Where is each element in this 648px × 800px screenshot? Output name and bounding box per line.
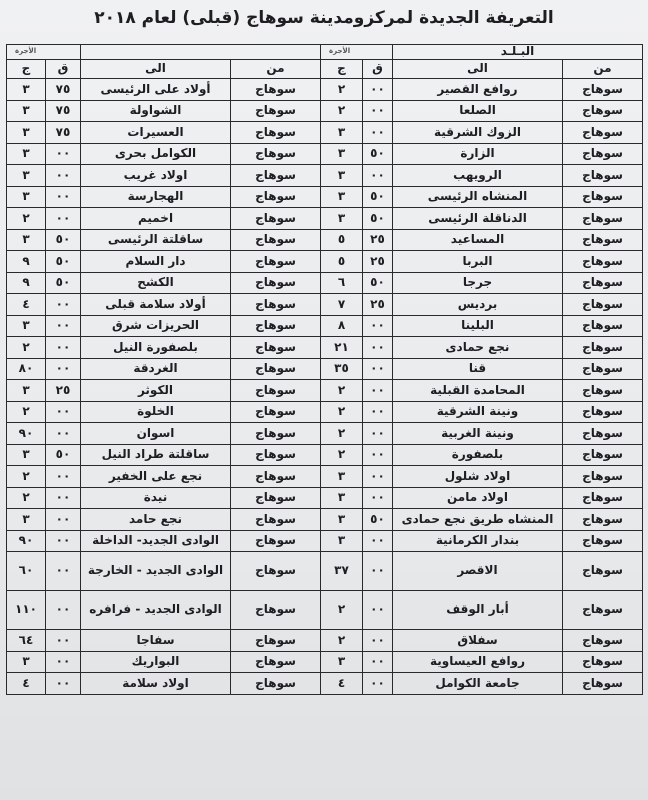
cell-destination-left: الشواولة bbox=[81, 100, 231, 122]
cell-from-left: سوهاج bbox=[231, 380, 321, 402]
cell-destination-left: الوادى الجديد - فرافره bbox=[81, 591, 231, 630]
fare-rows bbox=[7, 79, 643, 695]
cell-from-left: سوهاج bbox=[231, 673, 321, 695]
cell-qirsh-right: ٠٠ bbox=[363, 380, 393, 402]
cell-pound-right: ٣ bbox=[321, 186, 363, 208]
cell-qirsh-left: ٠٠ bbox=[46, 165, 81, 187]
cell-pound-right: ٣ bbox=[321, 651, 363, 673]
header-fare-right: الأجرة bbox=[321, 45, 393, 60]
cell-from-right: سوهاج bbox=[563, 229, 643, 251]
table-row bbox=[7, 423, 643, 445]
header-qirsh-right: ق bbox=[363, 60, 393, 79]
cell-pound-right: ٣ bbox=[321, 530, 363, 552]
cell-from-left: سوهاج bbox=[231, 143, 321, 165]
header-pound-left: ج bbox=[7, 60, 46, 79]
cell-destination-right: ونينة الشرقية bbox=[393, 401, 563, 423]
cell-pound-left: ٣ bbox=[7, 444, 46, 466]
cell-destination-left: نجع على الخفير bbox=[81, 466, 231, 488]
cell-destination-right: البربا bbox=[393, 251, 563, 273]
cell-destination-right: جامعة الكوامل bbox=[393, 673, 563, 695]
cell-destination-right: ونينة الغربية bbox=[393, 423, 563, 445]
cell-from-left: سوهاج bbox=[231, 423, 321, 445]
cell-from-left: سوهاج bbox=[231, 401, 321, 423]
cell-pound-left: ٢ bbox=[7, 401, 46, 423]
cell-from-right: سوهاج bbox=[563, 294, 643, 316]
cell-qirsh-right: ٠٠ bbox=[363, 591, 393, 630]
cell-pound-left: ٣ bbox=[7, 79, 46, 101]
cell-destination-left: الغردقة bbox=[81, 358, 231, 380]
cell-qirsh-left: ٠٠ bbox=[46, 530, 81, 552]
cell-pound-right: ٣ bbox=[321, 466, 363, 488]
cell-from-left: سوهاج bbox=[231, 651, 321, 673]
cell-from-left: سوهاج bbox=[231, 487, 321, 509]
cell-from-right: سوهاج bbox=[563, 401, 643, 423]
cell-pound-left: ٣ bbox=[7, 143, 46, 165]
cell-from-right: سوهاج bbox=[563, 122, 643, 144]
table-row bbox=[7, 358, 643, 380]
cell-from-right: سوهاج bbox=[563, 530, 643, 552]
cell-pound-right: ٢ bbox=[321, 401, 363, 423]
cell-qirsh-right: ٠٠ bbox=[363, 552, 393, 591]
cell-qirsh-right: ٠٠ bbox=[363, 466, 393, 488]
cell-qirsh-left: ٥٠ bbox=[46, 251, 81, 273]
cell-pound-right: ٦ bbox=[321, 272, 363, 294]
cell-qirsh-right: ٠٠ bbox=[363, 673, 393, 695]
cell-from-left: سوهاج bbox=[231, 591, 321, 630]
cell-from-right: سوهاج bbox=[563, 79, 643, 101]
cell-qirsh-left: ٠٠ bbox=[46, 208, 81, 230]
cell-destination-left: سفاجا bbox=[81, 630, 231, 652]
cell-destination-right: روافع القصير bbox=[393, 79, 563, 101]
cell-pound-right: ٢ bbox=[321, 79, 363, 101]
cell-qirsh-right: ٠٠ bbox=[363, 530, 393, 552]
table-row bbox=[7, 186, 643, 208]
table-row bbox=[7, 466, 643, 488]
cell-qirsh-left: ٠٠ bbox=[46, 552, 81, 591]
header-row-columns bbox=[7, 60, 643, 79]
cell-qirsh-left: ٠٠ bbox=[46, 487, 81, 509]
cell-destination-right: الرويهب bbox=[393, 165, 563, 187]
cell-qirsh-left: ٧٥ bbox=[46, 79, 81, 101]
cell-from-left: سوهاج bbox=[231, 630, 321, 652]
header-to-left: الى bbox=[81, 60, 231, 79]
cell-qirsh-left: ٠٠ bbox=[46, 358, 81, 380]
cell-pound-right: ٣ bbox=[321, 165, 363, 187]
cell-qirsh-left: ٠٠ bbox=[46, 337, 81, 359]
cell-from-left: سوهاج bbox=[231, 186, 321, 208]
header-pound-right: ج bbox=[321, 60, 363, 79]
cell-pound-left: ٩٠ bbox=[7, 423, 46, 445]
table-row bbox=[7, 337, 643, 359]
document-title: التعريفة الجديدة لمركزومدينة سوهاج (قبلى) لعام ٢٠١٨ bbox=[94, 8, 554, 28]
cell-qirsh-right: ٠٠ bbox=[363, 423, 393, 445]
cell-from-right: سوهاج bbox=[563, 337, 643, 359]
cell-destination-left: اخميم bbox=[81, 208, 231, 230]
cell-from-left: سوهاج bbox=[231, 294, 321, 316]
cell-from-right: سوهاج bbox=[563, 466, 643, 488]
cell-qirsh-right: ٠٠ bbox=[363, 630, 393, 652]
cell-qirsh-right: ٢٥ bbox=[363, 251, 393, 273]
table-row bbox=[7, 530, 643, 552]
cell-pound-left: ٢ bbox=[7, 337, 46, 359]
cell-destination-left: نيدة bbox=[81, 487, 231, 509]
header-qirsh-left: ق bbox=[46, 60, 81, 79]
cell-destination-right: سفلاق bbox=[393, 630, 563, 652]
cell-from-right: سوهاج bbox=[563, 100, 643, 122]
cell-destination-right: اولاد مامن bbox=[393, 487, 563, 509]
cell-qirsh-left: ٠٠ bbox=[46, 186, 81, 208]
cell-pound-right: ٢ bbox=[321, 100, 363, 122]
cell-from-right: سوهاج bbox=[563, 186, 643, 208]
cell-pound-left: ٣ bbox=[7, 186, 46, 208]
cell-pound-right: ٣ bbox=[321, 487, 363, 509]
cell-pound-right: ٢ bbox=[321, 591, 363, 630]
cell-destination-left: اسوان bbox=[81, 423, 231, 445]
cell-destination-left: ساقلتة طراد النيل bbox=[81, 444, 231, 466]
cell-from-left: سوهاج bbox=[231, 79, 321, 101]
cell-destination-left: اولاد غريب bbox=[81, 165, 231, 187]
cell-qirsh-left: ٠٠ bbox=[46, 315, 81, 337]
cell-destination-left: الخلوة bbox=[81, 401, 231, 423]
cell-pound-left: ٣ bbox=[7, 165, 46, 187]
cell-destination-left: أولاد على الرئيسى bbox=[81, 79, 231, 101]
cell-from-left: سوهاج bbox=[231, 466, 321, 488]
table-row bbox=[7, 509, 643, 531]
table-row bbox=[7, 651, 643, 673]
cell-from-right: سوهاج bbox=[563, 208, 643, 230]
cell-destination-left: دار السلام bbox=[81, 251, 231, 273]
table-row bbox=[7, 673, 643, 695]
cell-qirsh-left: ٠٠ bbox=[46, 591, 81, 630]
cell-from-left: سوهاج bbox=[231, 552, 321, 591]
cell-qirsh-left: ٥٠ bbox=[46, 272, 81, 294]
cell-destination-left: الكشح bbox=[81, 272, 231, 294]
cell-destination-right: البلينا bbox=[393, 315, 563, 337]
cell-destination-right: قنا bbox=[393, 358, 563, 380]
cell-from-left: سوهاج bbox=[231, 509, 321, 531]
cell-from-right: سوهاج bbox=[563, 651, 643, 673]
cell-pound-left: ٣ bbox=[7, 100, 46, 122]
cell-pound-right: ٥ bbox=[321, 251, 363, 273]
cell-pound-right: ٣ bbox=[321, 122, 363, 144]
cell-pound-left: ٩ bbox=[7, 251, 46, 273]
cell-pound-left: ٣ bbox=[7, 380, 46, 402]
cell-qirsh-left: ٠٠ bbox=[46, 673, 81, 695]
header-from-right: من bbox=[563, 60, 643, 79]
cell-destination-right: برديس bbox=[393, 294, 563, 316]
cell-from-right: سوهاج bbox=[563, 272, 643, 294]
cell-from-right: سوهاج bbox=[563, 509, 643, 531]
cell-from-right: سوهاج bbox=[563, 380, 643, 402]
cell-destination-left: الكوامل بحرى bbox=[81, 143, 231, 165]
cell-destination-right: أبار الوقف bbox=[393, 591, 563, 630]
table-row bbox=[7, 165, 643, 187]
cell-qirsh-right: ٢٥ bbox=[363, 294, 393, 316]
cell-qirsh-left: ٠٠ bbox=[46, 466, 81, 488]
cell-qirsh-left: ٠٠ bbox=[46, 630, 81, 652]
cell-pound-right: ٢١ bbox=[321, 337, 363, 359]
cell-from-right: سوهاج bbox=[563, 487, 643, 509]
table-row bbox=[7, 229, 643, 251]
cell-qirsh-right: ٠٠ bbox=[363, 401, 393, 423]
cell-pound-left: ٢ bbox=[7, 487, 46, 509]
table-row bbox=[7, 272, 643, 294]
table-row bbox=[7, 444, 643, 466]
cell-qirsh-right: ٠٠ bbox=[363, 122, 393, 144]
cell-destination-left: ساقلتة الرئيسى bbox=[81, 229, 231, 251]
cell-qirsh-right: ٠٠ bbox=[363, 165, 393, 187]
cell-pound-left: ١١٠ bbox=[7, 591, 46, 630]
cell-from-left: سوهاج bbox=[231, 208, 321, 230]
cell-pound-left: ٣ bbox=[7, 229, 46, 251]
cell-qirsh-right: ٥٠ bbox=[363, 143, 393, 165]
cell-qirsh-left: ٠٠ bbox=[46, 401, 81, 423]
cell-from-right: سوهاج bbox=[563, 315, 643, 337]
cell-qirsh-right: ٥٠ bbox=[363, 509, 393, 531]
cell-qirsh-right: ٥٠ bbox=[363, 186, 393, 208]
cell-destination-right: المنشاه الرئيسى bbox=[393, 186, 563, 208]
header-fare-left: الأجرة bbox=[7, 45, 81, 60]
cell-destination-left: الكوثر bbox=[81, 380, 231, 402]
cell-destination-right: الاقصر bbox=[393, 552, 563, 591]
cell-qirsh-left: ٢٥ bbox=[46, 380, 81, 402]
cell-from-left: سوهاج bbox=[231, 444, 321, 466]
cell-pound-right: ٨ bbox=[321, 315, 363, 337]
cell-qirsh-right: ٠٠ bbox=[363, 651, 393, 673]
cell-pound-right: ٥ bbox=[321, 229, 363, 251]
cell-from-right: سوهاج bbox=[563, 358, 643, 380]
cell-qirsh-right: ٥٠ bbox=[363, 272, 393, 294]
cell-pound-right: ٢ bbox=[321, 380, 363, 402]
table-row bbox=[7, 315, 643, 337]
cell-qirsh-right: ٥٠ bbox=[363, 208, 393, 230]
cell-from-right: سوهاج bbox=[563, 251, 643, 273]
cell-from-left: سوهاج bbox=[231, 229, 321, 251]
cell-destination-right: اولاد شلول bbox=[393, 466, 563, 488]
table-row bbox=[7, 630, 643, 652]
cell-destination-left: الحريزات شرق bbox=[81, 315, 231, 337]
cell-pound-left: ٤ bbox=[7, 673, 46, 695]
cell-qirsh-left: ٧٥ bbox=[46, 100, 81, 122]
cell-destination-right: بلصفورة bbox=[393, 444, 563, 466]
cell-from-left: سوهاج bbox=[231, 337, 321, 359]
cell-pound-right: ٣ bbox=[321, 208, 363, 230]
cell-pound-right: ٢ bbox=[321, 444, 363, 466]
cell-destination-right: المنشاه طريق نجع حمادى bbox=[393, 509, 563, 531]
cell-destination-right: الصلعا bbox=[393, 100, 563, 122]
table-row bbox=[7, 487, 643, 509]
header-balad: البـلـد bbox=[393, 45, 643, 60]
cell-destination-left: الوادى الجديد - الخارجة bbox=[81, 552, 231, 591]
cell-qirsh-right: ٠٠ bbox=[363, 444, 393, 466]
table-row bbox=[7, 100, 643, 122]
cell-destination-right: المحامدة القبلية bbox=[393, 380, 563, 402]
cell-from-right: سوهاج bbox=[563, 423, 643, 445]
cell-pound-right: ٤ bbox=[321, 673, 363, 695]
cell-pound-right: ٣ bbox=[321, 509, 363, 531]
cell-destination-right: جرجا bbox=[393, 272, 563, 294]
cell-destination-right: نجع حمادى bbox=[393, 337, 563, 359]
cell-from-left: سوهاج bbox=[231, 315, 321, 337]
cell-qirsh-right: ٠٠ bbox=[363, 487, 393, 509]
table-row bbox=[7, 401, 643, 423]
cell-qirsh-left: ٠٠ bbox=[46, 143, 81, 165]
cell-from-left: سوهاج bbox=[231, 165, 321, 187]
table-row bbox=[7, 122, 643, 144]
cell-from-right: سوهاج bbox=[563, 165, 643, 187]
fare-table bbox=[6, 44, 643, 695]
cell-pound-right: ٣٧ bbox=[321, 552, 363, 591]
cell-qirsh-right: ٠٠ bbox=[363, 100, 393, 122]
cell-pound-left: ٤ bbox=[7, 294, 46, 316]
cell-qirsh-left: ٥٠ bbox=[46, 229, 81, 251]
cell-destination-left: بلصفورة النيل bbox=[81, 337, 231, 359]
cell-destination-left: أولاد سلامة قبلى bbox=[81, 294, 231, 316]
cell-pound-right: ٣٥ bbox=[321, 358, 363, 380]
cell-pound-right: ٣ bbox=[321, 143, 363, 165]
cell-pound-left: ٦٤ bbox=[7, 630, 46, 652]
cell-destination-right: الزارة bbox=[393, 143, 563, 165]
cell-destination-right: بندار الكرمانية bbox=[393, 530, 563, 552]
cell-destination-left: نجع حامد bbox=[81, 509, 231, 531]
cell-pound-left: ٨٠ bbox=[7, 358, 46, 380]
header-to-right: الى bbox=[393, 60, 563, 79]
cell-pound-left: ٣ bbox=[7, 509, 46, 531]
table-row bbox=[7, 552, 643, 591]
cell-from-left: سوهاج bbox=[231, 251, 321, 273]
cell-qirsh-right: ٢٥ bbox=[363, 229, 393, 251]
table-row bbox=[7, 208, 643, 230]
cell-pound-left: ٢ bbox=[7, 208, 46, 230]
cell-destination-right: الدناقلة الرئيسى bbox=[393, 208, 563, 230]
cell-qirsh-right: ٠٠ bbox=[363, 337, 393, 359]
cell-from-left: سوهاج bbox=[231, 100, 321, 122]
cell-qirsh-left: ٠٠ bbox=[46, 509, 81, 531]
header-blank bbox=[81, 45, 321, 60]
cell-from-right: سوهاج bbox=[563, 591, 643, 630]
cell-from-left: سوهاج bbox=[231, 358, 321, 380]
cell-pound-left: ٣ bbox=[7, 651, 46, 673]
cell-qirsh-right: ٠٠ bbox=[363, 79, 393, 101]
cell-qirsh-right: ٠٠ bbox=[363, 358, 393, 380]
cell-qirsh-right: ٠٠ bbox=[363, 315, 393, 337]
cell-pound-left: ٩ bbox=[7, 272, 46, 294]
cell-destination-right: الزوك الشرقية bbox=[393, 122, 563, 144]
cell-qirsh-left: ٧٥ bbox=[46, 122, 81, 144]
cell-destination-right: روافع العيساوية bbox=[393, 651, 563, 673]
cell-qirsh-left: ٠٠ bbox=[46, 294, 81, 316]
table-row bbox=[7, 251, 643, 273]
cell-destination-left: العسيرات bbox=[81, 122, 231, 144]
cell-pound-right: ٢ bbox=[321, 423, 363, 445]
cell-pound-right: ٢ bbox=[321, 630, 363, 652]
table-row bbox=[7, 143, 643, 165]
cell-qirsh-left: ٠٠ bbox=[46, 423, 81, 445]
cell-qirsh-left: ٥٠ bbox=[46, 444, 81, 466]
cell-pound-right: ٧ bbox=[321, 294, 363, 316]
cell-from-left: سوهاج bbox=[231, 122, 321, 144]
cell-pound-left: ٣ bbox=[7, 315, 46, 337]
cell-from-left: سوهاج bbox=[231, 530, 321, 552]
header-from-left: من bbox=[231, 60, 321, 79]
cell-pound-left: ٦٠ bbox=[7, 552, 46, 591]
table-row bbox=[7, 591, 643, 630]
cell-destination-left: اولاد سلامة bbox=[81, 673, 231, 695]
cell-pound-left: ٩٠ bbox=[7, 530, 46, 552]
cell-destination-left: الهجارسة bbox=[81, 186, 231, 208]
cell-from-right: سوهاج bbox=[563, 143, 643, 165]
table-row bbox=[7, 294, 643, 316]
table-row bbox=[7, 79, 643, 101]
cell-from-right: سوهاج bbox=[563, 552, 643, 591]
cell-qirsh-left: ٠٠ bbox=[46, 651, 81, 673]
cell-destination-left: البواريك bbox=[81, 651, 231, 673]
table-row bbox=[7, 380, 643, 402]
cell-from-right: سوهاج bbox=[563, 444, 643, 466]
cell-destination-left: الوادى الجديد- الداخلة bbox=[81, 530, 231, 552]
cell-pound-left: ٣ bbox=[7, 122, 46, 144]
cell-from-right: سوهاج bbox=[563, 630, 643, 652]
cell-pound-left: ٢ bbox=[7, 466, 46, 488]
header-row-top bbox=[7, 45, 643, 60]
cell-from-left: سوهاج bbox=[231, 272, 321, 294]
cell-from-right: سوهاج bbox=[563, 673, 643, 695]
cell-destination-right: المساعيد bbox=[393, 229, 563, 251]
